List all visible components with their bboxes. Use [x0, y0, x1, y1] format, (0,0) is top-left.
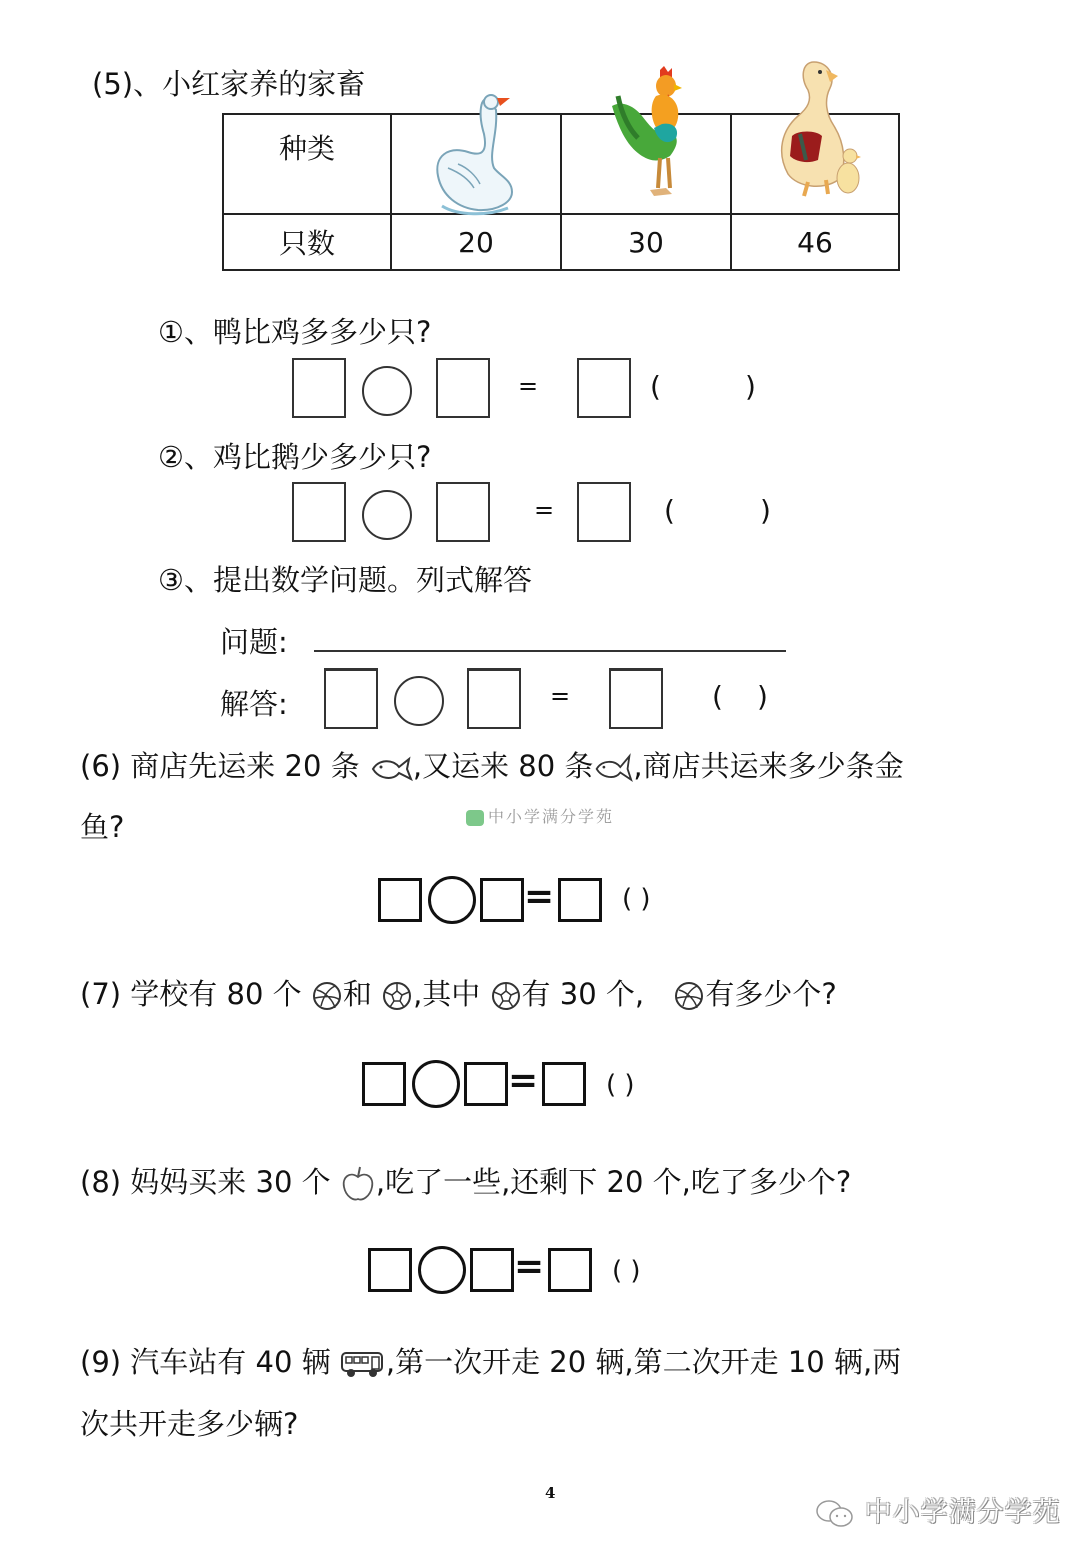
question-label: 问题: — [220, 625, 288, 659]
q7-text-a: (7) 学校有 80 个 — [80, 977, 302, 1011]
answer-box-2b[interactable] — [436, 482, 490, 542]
answer-box-8c[interactable] — [548, 1248, 592, 1292]
unit-paren: ( ) — [612, 1256, 641, 1286]
question-answer-line[interactable] — [314, 650, 786, 652]
operator-circle-7[interactable] — [412, 1060, 460, 1108]
answer-box-3a[interactable] — [324, 668, 378, 729]
q9-text-b: ,第一次开走 20 辆,第二次开走 10 辆,两 — [385, 1345, 902, 1379]
equals-sign: = — [550, 682, 571, 710]
watermark-text: 中小学满分学苑 — [488, 807, 615, 826]
operator-circle-8[interactable] — [418, 1246, 466, 1294]
unit-paren-open: ( — [650, 370, 661, 403]
question-6-line-2: 鱼? — [80, 810, 125, 844]
answer-box-1b[interactable] — [436, 358, 490, 418]
operator-circle-1[interactable] — [362, 366, 412, 416]
sub-question-2: ②、鸡比鹅少多少只? — [158, 440, 432, 474]
goose-icon — [428, 84, 523, 219]
goldfish-icon — [369, 753, 413, 783]
wechat-icon — [815, 1499, 855, 1529]
question-7-line — [80, 972, 837, 1013]
q7-text-e: 有多少个? — [705, 977, 837, 1011]
answer-box-2a[interactable] — [292, 482, 346, 542]
unit-paren-close: ) — [760, 494, 771, 527]
equals-sign: = — [518, 372, 539, 400]
q6-text-a: (6) 商店先运来 20 条 — [80, 749, 360, 783]
equals-sign: = — [534, 496, 555, 524]
row-header-type: 种类 — [223, 114, 391, 214]
answer-box-6b[interactable] — [480, 878, 524, 922]
q7-text-d: 有 30 个, — [521, 977, 645, 1011]
equals-sign: = — [514, 1246, 545, 1287]
page-number: 4 — [545, 1484, 556, 1502]
footer-watermark — [815, 1490, 1061, 1529]
soccer-ball-icon — [381, 980, 413, 1012]
equals-sign: = — [508, 1060, 539, 1101]
volleyball-icon — [311, 980, 343, 1012]
rooster-count: 30 — [561, 214, 731, 270]
unit-paren-open: ( — [712, 680, 723, 713]
soccer-ball-icon — [490, 980, 522, 1012]
answer-box-6a[interactable] — [378, 878, 422, 922]
footer-watermark-text: 中小学满分学苑 — [864, 1497, 1061, 1528]
question-9-line-1 — [80, 1340, 901, 1381]
answer-box-7c[interactable] — [542, 1062, 586, 1106]
volleyball-icon — [673, 980, 705, 1012]
rooster-icon — [608, 66, 698, 204]
unit-paren-close: ) — [745, 370, 756, 403]
question-6-line-1 — [80, 744, 904, 785]
answer-box-7a[interactable] — [362, 1062, 406, 1106]
duck-icon — [768, 56, 868, 201]
unit-paren-close: ) — [757, 680, 768, 713]
answer-box-6c[interactable] — [558, 878, 602, 922]
answer-box-2c[interactable] — [577, 482, 631, 542]
goldfish-icon — [593, 751, 633, 785]
answer-box-8b[interactable] — [470, 1248, 514, 1292]
answer-label: 解答: — [220, 687, 288, 721]
answer-box-3c[interactable] — [609, 668, 663, 729]
question-5-title: (5)、小红家养的家畜 — [92, 67, 366, 101]
answer-box-1a[interactable] — [292, 358, 346, 418]
answer-box-1c[interactable] — [577, 358, 631, 418]
unit-paren: ( ) — [606, 1070, 635, 1100]
q6-text-c: ,商店共运来多少条金 — [633, 749, 904, 783]
duck-count: 46 — [731, 214, 899, 270]
wechat-icon — [466, 810, 484, 826]
bus-icon — [340, 1349, 386, 1379]
equals-sign: = — [524, 876, 555, 917]
apple-icon — [340, 1165, 376, 1203]
q8-text-a: (8) 妈妈买来 30 个 — [80, 1165, 331, 1199]
q7-text-b: 和 — [342, 977, 372, 1011]
q6-text-b: ,又运来 80 条 — [412, 749, 594, 783]
sub-question-1: ①、鸭比鸡多多少只? — [158, 315, 432, 349]
unit-paren: ( ) — [622, 884, 651, 914]
answer-box-8a[interactable] — [368, 1248, 412, 1292]
goose-count: 20 — [391, 214, 561, 270]
sub-question-3: ③、提出数学问题。列式解答 — [158, 563, 532, 597]
q7-text-c: ,其中 — [413, 977, 481, 1011]
operator-circle-6[interactable] — [428, 876, 476, 924]
q8-text-b: ,吃了一些,还剩下 20 个,吃了多少个? — [375, 1165, 852, 1199]
question-8-line — [80, 1160, 851, 1203]
operator-circle-3[interactable] — [394, 676, 444, 726]
unit-paren-open: ( — [664, 494, 675, 527]
answer-box-3b[interactable] — [467, 668, 521, 729]
q9-text-a: (9) 汽车站有 40 辆 — [80, 1345, 331, 1379]
question-9-line-2: 次共开走多少辆? — [80, 1407, 299, 1441]
center-watermark — [466, 804, 614, 827]
operator-circle-2[interactable] — [362, 490, 412, 540]
answer-box-7b[interactable] — [464, 1062, 508, 1106]
row-header-count: 只数 — [223, 214, 391, 270]
